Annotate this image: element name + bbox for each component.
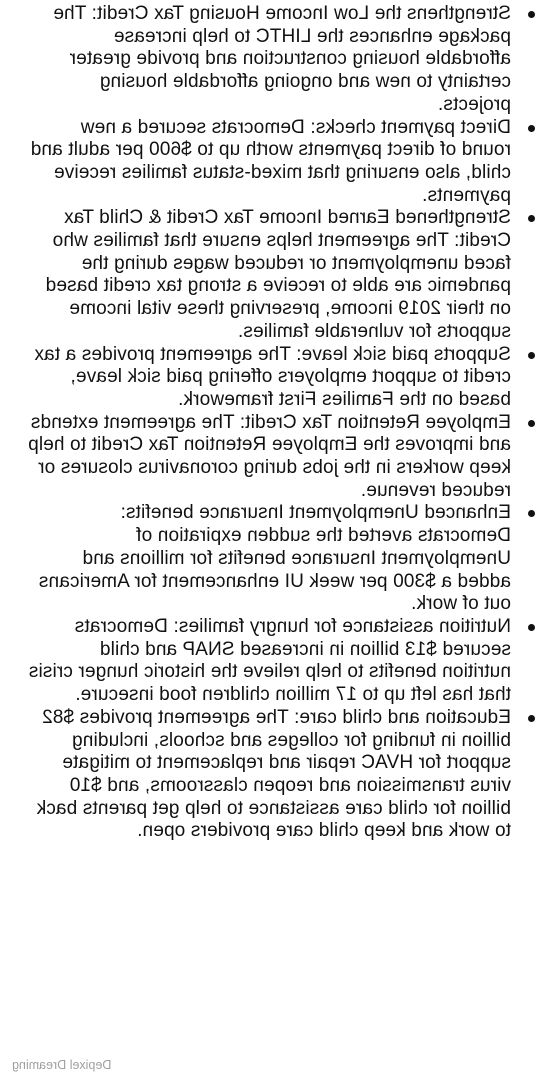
list-item-text: Direct payment checks: Democrats secured a new round of direct payments worth up to $600 per adult and child, also ensuring that mixed-status families receive payments. xyxy=(30,116,511,206)
list-item-text: Strengthens the Low Income Housing Tax Credit: The package enhances the LIHTC to help increase affordable housing construction and provide greater certainty to new and ongoing affordable housing projects. xyxy=(53,3,511,115)
watermark: Depixel Dreaming xyxy=(12,1058,112,1072)
list-item-text: Enhanced Unemployment Insurance benefits: Democrats averted the sudden expiration of Unemployment Insurance benefits for millions and added a $300 per week UI enhancement for Americans out of work. xyxy=(38,502,511,615)
list-item-text: Supports paid sick leave: The agreement provides a tax credit to support employers offering paid sick leave, based on the Families First framework. xyxy=(34,343,511,410)
list-item-text: Employee Retention Tax Credit: The agreement extends and improves the Employee Retention Tax Credit to help keep workers in the jobs during coronavirus closures or reduced revenue. xyxy=(27,411,511,501)
list-item-text: Education and child care: The agreement provides $82 billion in funding for colleges and schools, including support for HVAC repair and replacement to mitigate virus transmission and reopen classrooms, and $10 billion for child care assistance to help get parents back to work and keep child care providers open. xyxy=(36,706,511,842)
list-item-text: Nutrition assistance for hungry families: Democrats secured $13 billion in increased SNAP and child nutrition benefits to help relieve the historic hunger crisis that has left up to 17 million children food insecure. xyxy=(28,615,511,706)
list-item-text: Strengthened Earned Income Tax Credit & Child Tax Credit: The agreement helps ensure that families who faced unemployment or reduced wages during the pandemic are able to receive a strong tax credit based on their 2019 income, preserving these vital income supports for vulnerable families. xyxy=(45,207,511,342)
